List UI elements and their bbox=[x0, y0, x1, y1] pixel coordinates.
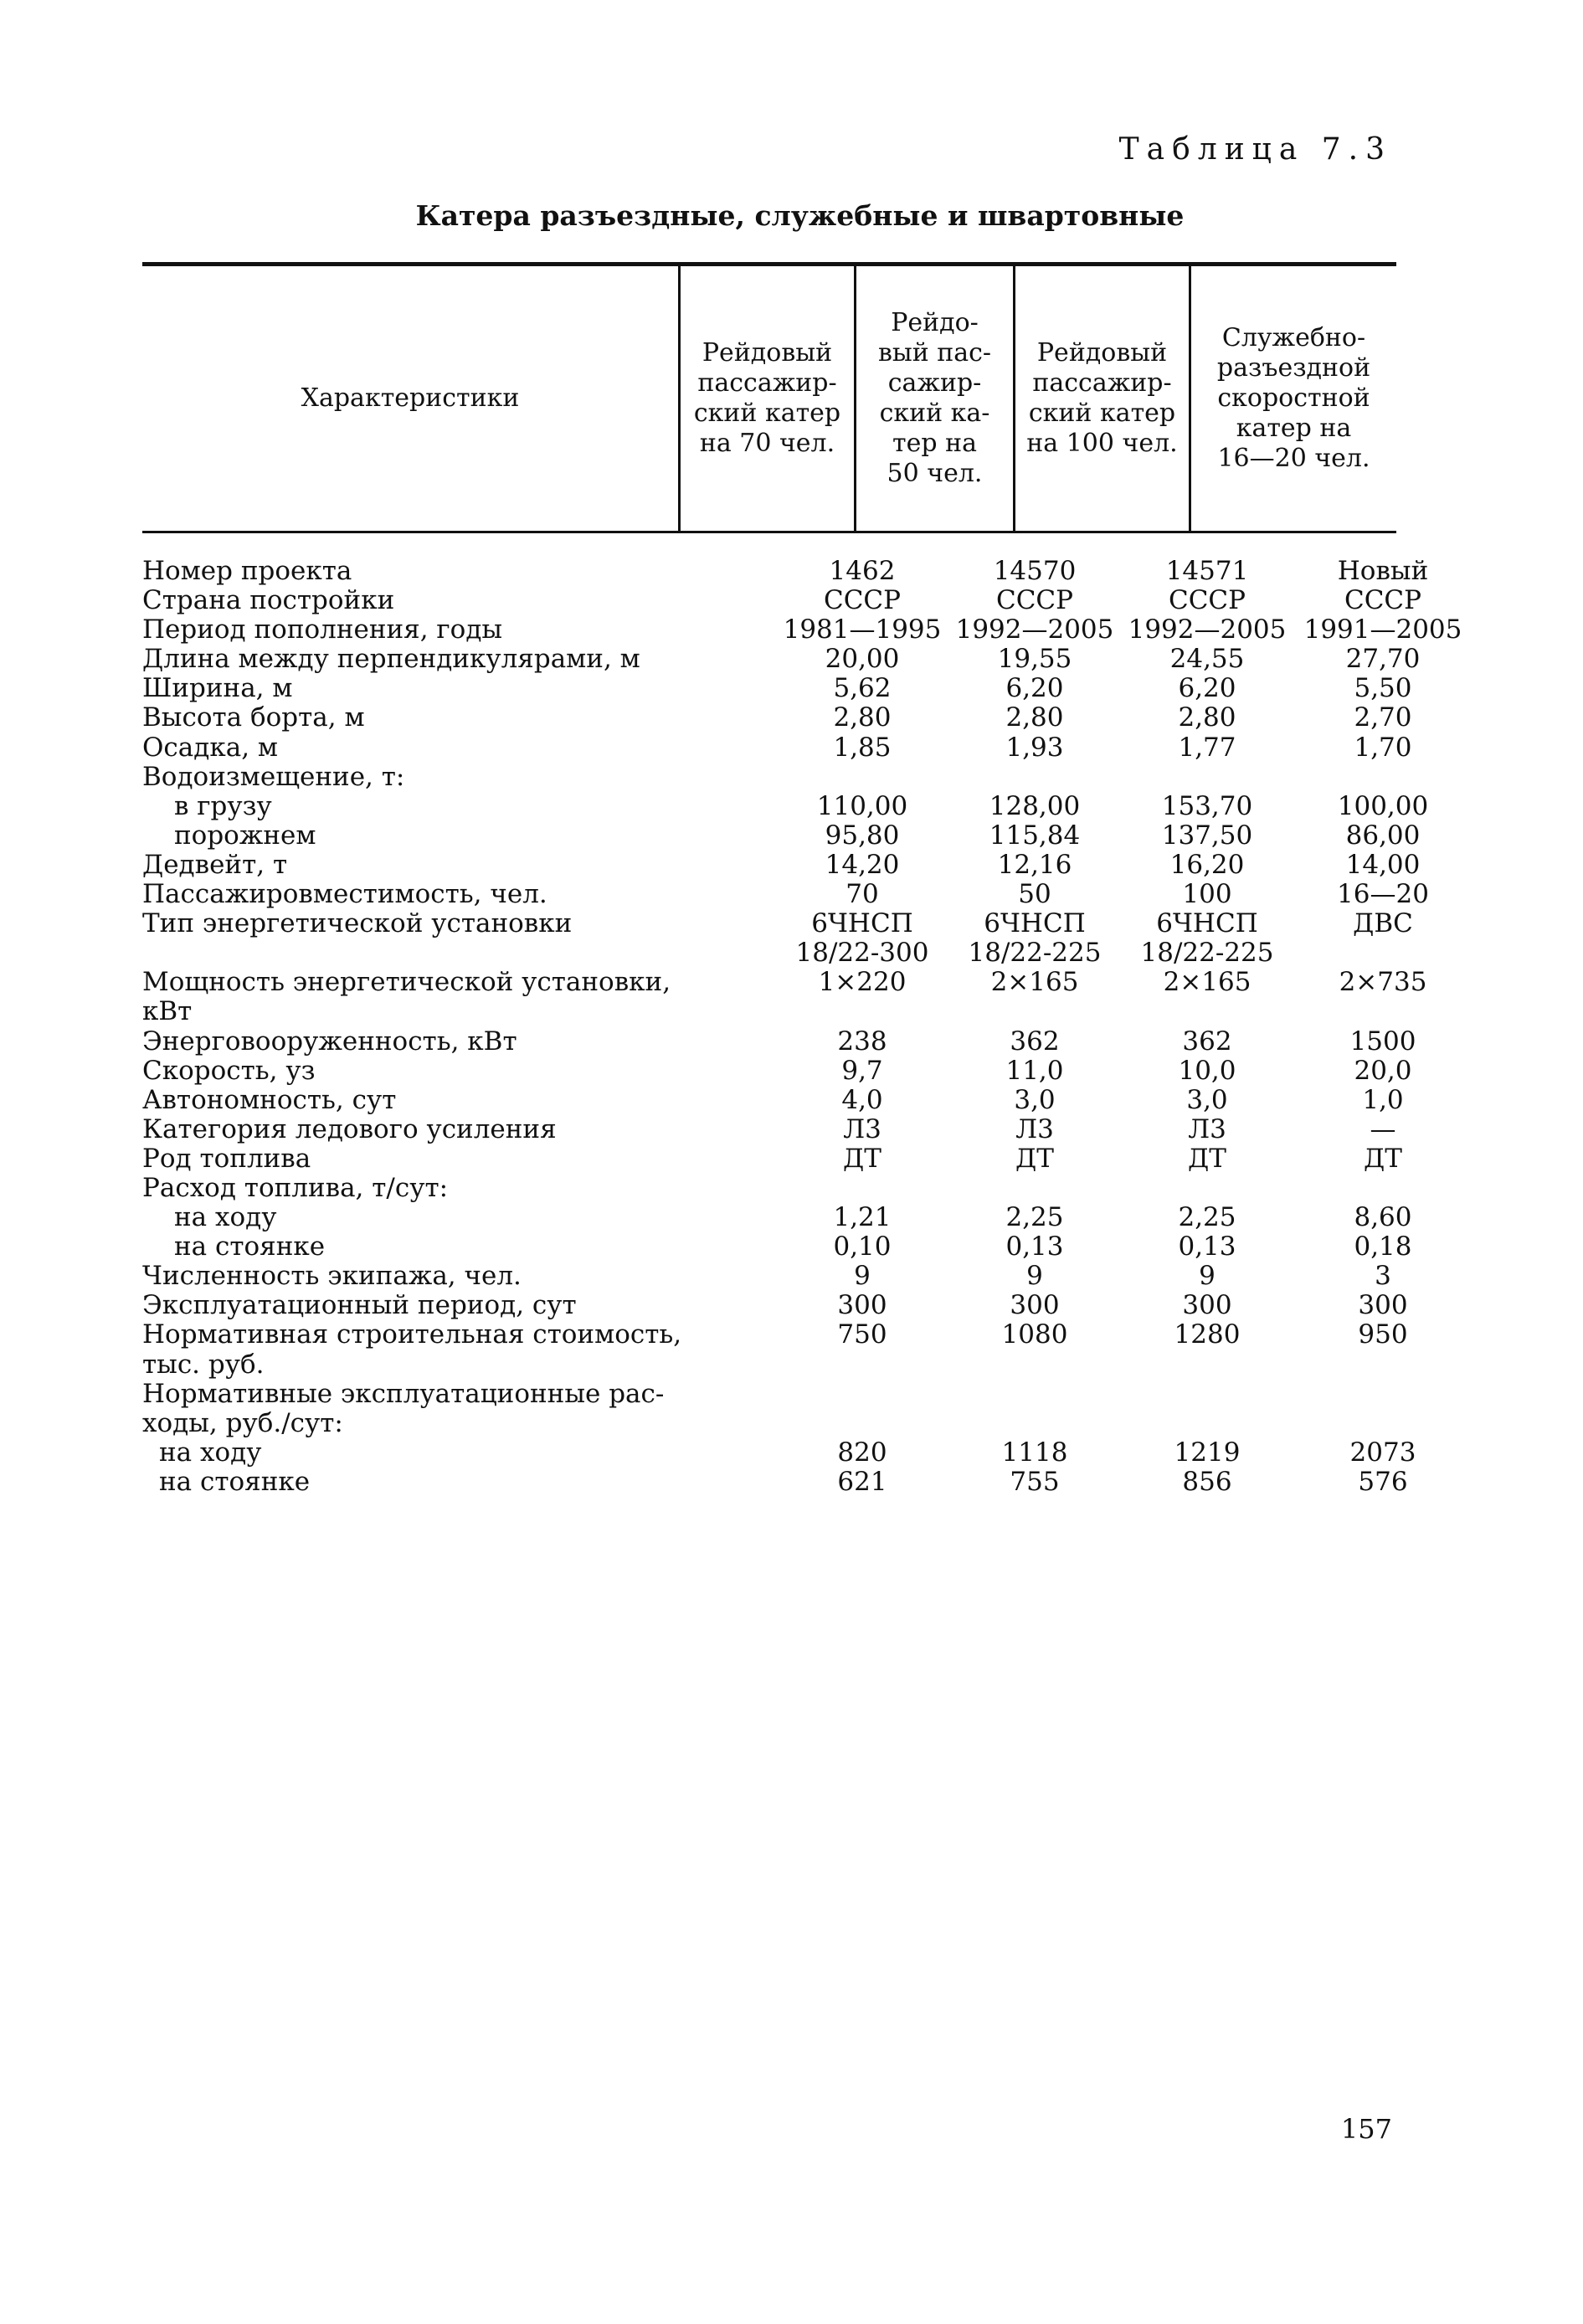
cell-col-1: 9 bbox=[854, 1261, 871, 1292]
cell-col-3: 9 bbox=[1199, 1261, 1216, 1292]
cell-col-2: 6ЧНСП bbox=[984, 908, 1086, 939]
cell-col-3: 300 bbox=[1182, 1290, 1232, 1321]
row-label: Период пополнения, годы bbox=[142, 614, 503, 645]
cell-col-3: 1219 bbox=[1174, 1437, 1241, 1468]
cell-col-1: Л3 bbox=[843, 1113, 881, 1144]
cell-col-4: ДТ bbox=[1364, 1143, 1402, 1174]
row-label: кВт bbox=[142, 996, 193, 1027]
table-row bbox=[142, 1350, 1398, 1380]
cell-col-4: 27,70 bbox=[1345, 644, 1421, 675]
header-col-1-line: пассажир- bbox=[697, 368, 837, 398]
header-col-4-line: катер на bbox=[1236, 414, 1352, 443]
cell-col-4: Новый bbox=[1337, 556, 1429, 586]
cell-col-1: 1,85 bbox=[833, 732, 892, 763]
cell-col-1: ДТ bbox=[843, 1143, 881, 1174]
cell-col-2: 6,20 bbox=[1005, 673, 1064, 704]
cell-col-2: 18/22-225 bbox=[968, 938, 1102, 969]
cell-col-4: 1991—2005 bbox=[1303, 614, 1462, 645]
cell-col-3: 1,77 bbox=[1178, 732, 1236, 763]
cell-col-2: 14570 bbox=[993, 556, 1077, 586]
cell-col-2: 2,25 bbox=[1005, 1202, 1064, 1233]
table-row bbox=[142, 1231, 1412, 1262]
table-row bbox=[142, 702, 1412, 733]
row-label: Дедвейт, т bbox=[142, 849, 288, 880]
row-label: Численность экипажа, чел. bbox=[142, 1261, 522, 1292]
header-col-4-line: Служебно- bbox=[1221, 323, 1366, 352]
row-label: Автономность, сут bbox=[142, 1084, 397, 1115]
cell-col-3: 6,20 bbox=[1178, 673, 1236, 704]
header-col-4-line: скоростной bbox=[1217, 383, 1370, 413]
cell-col-2: 11,0 bbox=[1005, 1055, 1064, 1086]
cell-col-4: 1,70 bbox=[1354, 732, 1412, 763]
cell-col-4: 950 bbox=[1358, 1319, 1408, 1350]
cell-col-3: 153,70 bbox=[1161, 790, 1253, 821]
cell-col-3: 100 bbox=[1182, 879, 1232, 910]
table-row bbox=[142, 1143, 1402, 1174]
row-label: Водоизмещение, т: bbox=[142, 761, 405, 792]
cell-col-2: Л3 bbox=[1015, 1113, 1054, 1144]
table-row bbox=[142, 1262, 1398, 1291]
header-col-3-line: Рейдовый bbox=[1036, 338, 1168, 368]
row-label: на стоянке bbox=[174, 1231, 326, 1262]
cell-col-2: 1992—2005 bbox=[955, 614, 1114, 645]
table-row bbox=[142, 644, 1421, 675]
cell-col-2: 128,00 bbox=[989, 790, 1081, 821]
cell-col-4: 2073 bbox=[1349, 1437, 1416, 1468]
table-row bbox=[142, 820, 1421, 851]
cell-col-4: 3 bbox=[1375, 1261, 1391, 1292]
cell-col-4: 5,50 bbox=[1354, 673, 1412, 704]
table-row bbox=[142, 1290, 1408, 1321]
cell-col-3: 16,20 bbox=[1169, 849, 1245, 880]
cell-col-3: Л3 bbox=[1188, 1113, 1226, 1144]
cell-col-1: 95,80 bbox=[825, 820, 900, 851]
row-label: Ширина, м bbox=[142, 673, 293, 704]
cell-col-2: 1080 bbox=[1001, 1319, 1068, 1350]
cell-col-3: 362 bbox=[1182, 1026, 1232, 1057]
cell-col-2: 1,93 bbox=[1005, 732, 1064, 763]
row-label: Эксплуатационный период, сут bbox=[142, 1290, 577, 1321]
header-col-1 bbox=[681, 266, 854, 531]
header-col-4-line: 16—20 чел. bbox=[1217, 444, 1370, 473]
header-col-1-line: на 70 чел. bbox=[699, 429, 835, 458]
header-col-2-line: ский ка- bbox=[879, 398, 990, 428]
cell-col-4: 2×735 bbox=[1339, 967, 1427, 998]
cell-col-2: 0,13 bbox=[1005, 1231, 1064, 1262]
cell-col-3: 24,55 bbox=[1169, 644, 1245, 675]
header-col-4 bbox=[1191, 266, 1396, 531]
table-row bbox=[142, 556, 1429, 586]
cell-col-2: 755 bbox=[1010, 1466, 1060, 1497]
cell-col-2: 50 bbox=[1018, 879, 1051, 910]
row-label: на ходу bbox=[159, 1437, 262, 1468]
row-label: Расход топлива, т/сут: bbox=[142, 1172, 449, 1203]
cell-col-1: 820 bbox=[837, 1437, 887, 1468]
table-row bbox=[142, 585, 1422, 616]
cell-col-2: ДТ bbox=[1015, 1143, 1054, 1174]
row-label: Мощность энергетической установки, bbox=[142, 967, 671, 998]
cell-col-1: 70 bbox=[845, 879, 879, 910]
row-label: на ходу bbox=[174, 1202, 277, 1233]
header-col-3 bbox=[1015, 266, 1189, 531]
table-row bbox=[142, 763, 1398, 792]
cell-col-3: 10,0 bbox=[1178, 1055, 1236, 1086]
row-label: Категория ледового усиления bbox=[142, 1113, 557, 1144]
cell-col-4: 1,0 bbox=[1362, 1084, 1404, 1115]
header-characteristics bbox=[142, 266, 678, 531]
cell-col-4: 20,0 bbox=[1354, 1055, 1412, 1086]
header-col-3-line: пассажир- bbox=[1032, 368, 1172, 398]
header-col-2-line: 50 чел. bbox=[887, 459, 983, 488]
cell-col-4: — bbox=[1370, 1113, 1396, 1144]
cell-col-1: 1,21 bbox=[833, 1202, 892, 1233]
table-row bbox=[142, 1202, 1412, 1233]
cell-col-3: 18/22-225 bbox=[1140, 938, 1274, 969]
table-body bbox=[142, 556, 1462, 1497]
header-col-2-line: сажир- bbox=[887, 368, 982, 398]
row-label: Энерговооруженность, кВт bbox=[142, 1026, 517, 1057]
cell-col-2: СССР bbox=[995, 585, 1074, 616]
cell-col-2: 115,84 bbox=[989, 820, 1081, 851]
cell-col-3: 2,80 bbox=[1178, 702, 1236, 733]
cell-col-2: 300 bbox=[1010, 1290, 1060, 1321]
cell-col-3: 856 bbox=[1182, 1466, 1232, 1497]
cell-col-2: 362 bbox=[1010, 1026, 1060, 1057]
cell-col-1: 0,10 bbox=[833, 1231, 892, 1262]
header-col-2-line: Рейдо- bbox=[891, 308, 979, 337]
cell-col-1: 238 bbox=[837, 1026, 887, 1057]
header-col-2 bbox=[856, 266, 1013, 531]
row-label: Нормативная строительная стоимость, bbox=[142, 1319, 682, 1350]
cell-col-2: 3,0 bbox=[1014, 1084, 1056, 1115]
table-row bbox=[142, 1084, 1404, 1115]
row-label: Страна постройки bbox=[142, 585, 395, 616]
cell-col-2: 12,16 bbox=[997, 849, 1072, 880]
table-number: Таблица 7.3 bbox=[1118, 132, 1392, 167]
table-row bbox=[142, 1380, 1398, 1409]
cell-col-4: 86,00 bbox=[1345, 820, 1421, 851]
cell-col-2: 1118 bbox=[1001, 1437, 1068, 1468]
cell-col-1: СССР bbox=[823, 585, 902, 616]
row-label: Скорость, уз bbox=[142, 1055, 316, 1086]
table-row bbox=[142, 1466, 1408, 1497]
cell-col-1: 621 bbox=[837, 1466, 887, 1497]
cell-col-4: 14,00 bbox=[1345, 849, 1421, 880]
page-number: 157 bbox=[1340, 2113, 1392, 2145]
header-col-1-line: Рейдовый bbox=[702, 338, 833, 368]
row-label: Пассажировместимость, чел. bbox=[142, 879, 547, 910]
cell-col-1: 750 bbox=[837, 1319, 887, 1350]
table-row bbox=[142, 1055, 1412, 1086]
cell-col-4: 8,60 bbox=[1354, 1202, 1412, 1233]
row-label: Высота борта, м bbox=[142, 702, 365, 733]
table-row bbox=[142, 1409, 1398, 1438]
cell-col-2: 2,80 bbox=[1005, 702, 1064, 733]
cell-col-2: 19,55 bbox=[997, 644, 1072, 675]
cell-col-4: 300 bbox=[1358, 1290, 1408, 1321]
cell-col-1: 110,00 bbox=[816, 790, 908, 821]
cell-col-3: ДТ bbox=[1188, 1143, 1226, 1174]
cell-col-3: 3,0 bbox=[1186, 1084, 1228, 1115]
cell-col-1: 300 bbox=[837, 1290, 887, 1321]
header-col-1-line: ский катер bbox=[693, 398, 841, 428]
header-col-4-line: разъездной bbox=[1216, 353, 1371, 383]
cell-col-4: 0,18 bbox=[1354, 1231, 1412, 1262]
cell-col-1: 4,0 bbox=[841, 1084, 883, 1115]
table-row bbox=[142, 790, 1429, 821]
row-label: тыс. руб. bbox=[142, 1349, 265, 1380]
cell-col-1: 1462 bbox=[829, 556, 896, 586]
table-caption: Катера разъездные, служебные и швартовные bbox=[415, 199, 1185, 232]
row-label: Осадка, м bbox=[142, 732, 279, 763]
cell-col-2: 9 bbox=[1026, 1261, 1043, 1292]
cell-col-4: 576 bbox=[1358, 1466, 1408, 1497]
cell-col-4: 2,70 bbox=[1354, 702, 1412, 733]
header-rule bbox=[142, 531, 1396, 533]
cell-col-4: 1500 bbox=[1349, 1026, 1416, 1057]
cell-col-1: 18/22-300 bbox=[795, 938, 929, 969]
table-row bbox=[142, 938, 1398, 968]
row-label: Номер проекта bbox=[142, 556, 352, 586]
header-characteristics-label: Характеристики bbox=[301, 383, 520, 413]
cell-col-1: 2,80 bbox=[833, 702, 892, 733]
cell-col-4: 16—20 bbox=[1337, 879, 1429, 910]
table-row bbox=[142, 997, 1398, 1026]
row-label: Нормативные эксплуатационные рас- bbox=[142, 1378, 665, 1409]
cell-col-1: 14,20 bbox=[825, 849, 900, 880]
cell-col-1: 1×220 bbox=[818, 967, 907, 998]
cell-col-1: 20,00 bbox=[825, 644, 900, 675]
table-row bbox=[142, 908, 1413, 939]
header-col-3-line: на 100 чел. bbox=[1026, 429, 1178, 458]
cell-col-3: 14571 bbox=[1165, 556, 1249, 586]
cell-col-4: ДВС bbox=[1353, 908, 1413, 939]
cell-col-3: СССР bbox=[1168, 585, 1246, 616]
table-row bbox=[142, 614, 1462, 645]
cell-col-3: 137,50 bbox=[1161, 820, 1253, 851]
table-row bbox=[142, 879, 1429, 910]
cell-col-2: 2×165 bbox=[990, 967, 1079, 998]
table-row bbox=[142, 1319, 1408, 1350]
header-col-2-line: вый пас- bbox=[877, 338, 992, 368]
table-row bbox=[142, 1174, 1398, 1203]
table-row bbox=[142, 673, 1412, 704]
row-label: порожнем bbox=[174, 820, 316, 851]
cell-col-3: 1992—2005 bbox=[1128, 614, 1287, 645]
row-label: на стоянке bbox=[159, 1466, 311, 1497]
table-row bbox=[142, 1115, 1398, 1144]
table-row bbox=[142, 732, 1412, 763]
cell-col-1: 9,7 bbox=[841, 1055, 883, 1086]
row-label: Тип энергетической установки bbox=[142, 908, 573, 939]
cell-col-1: 1981—1995 bbox=[783, 614, 942, 645]
table-row bbox=[142, 1437, 1416, 1468]
cell-col-3: 2×165 bbox=[1163, 967, 1251, 998]
row-label: ходы, руб./сут: bbox=[142, 1407, 343, 1438]
cell-col-4: СССР bbox=[1344, 585, 1422, 616]
cell-col-4: 100,00 bbox=[1337, 790, 1429, 821]
table-row bbox=[142, 1026, 1416, 1057]
header-col-3-line: ский катер bbox=[1028, 398, 1176, 428]
table-row bbox=[142, 967, 1427, 998]
cell-col-3: 1280 bbox=[1174, 1319, 1241, 1350]
header-col-2-line: тер на bbox=[892, 429, 977, 458]
cell-col-3: 2,25 bbox=[1178, 1202, 1236, 1233]
table-row bbox=[142, 849, 1421, 880]
cell-col-3: 6ЧНСП bbox=[1156, 908, 1258, 939]
cell-col-1: 5,62 bbox=[833, 673, 892, 704]
row-label: в грузу bbox=[174, 790, 272, 821]
cell-col-1: 6ЧНСП bbox=[811, 908, 913, 939]
row-label: Длина между перпендикулярами, м bbox=[142, 644, 640, 675]
cell-col-3: 0,13 bbox=[1178, 1231, 1236, 1262]
row-label: Род топлива bbox=[142, 1143, 311, 1174]
